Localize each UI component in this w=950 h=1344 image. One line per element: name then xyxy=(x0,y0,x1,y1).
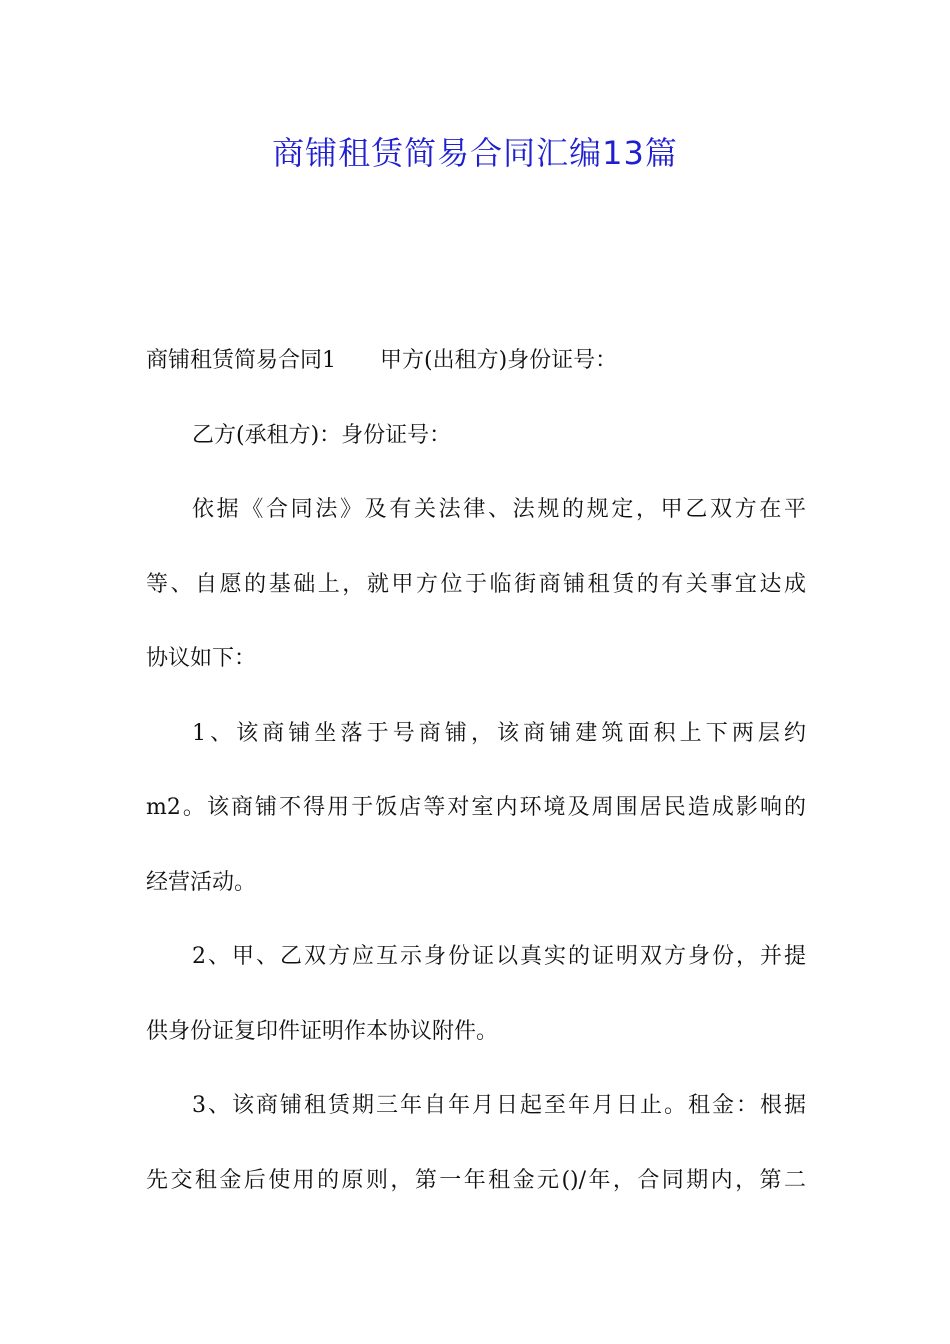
paragraph-line: 依据《合同法》及有关法律、法规的规定，甲乙双方在平 xyxy=(192,497,806,522)
document-body xyxy=(146,337,806,1231)
clause-3-line: 3、该商铺租赁期三年自年月日起至年月日止。租金：根据 xyxy=(192,1093,806,1118)
party-b-line: 乙方(承租方)：身份证号： xyxy=(192,422,452,448)
clause-2-line: 供身份证复印件证明作本协议附件。 xyxy=(146,1018,499,1044)
paragraph-line: 等、自愿的基础上，就甲方位于临街商铺租赁的有关事宜达成 xyxy=(146,571,806,597)
paragraph-line: 协议如下： xyxy=(146,646,257,671)
contract-number-label: 商铺租赁简易合同1 xyxy=(146,348,336,373)
contract-heading-line xyxy=(146,337,806,412)
clause-1-line: 经营活动。 xyxy=(146,869,257,895)
clause-2-line: 2、甲、乙双方应互示身份证以真实的证明双方身份，并提 xyxy=(192,944,806,969)
clause-1-line: 1、该商铺坐落于号商铺，该商铺建筑面积上下两层约 xyxy=(192,720,806,746)
document-title: 商铺租赁简易合同汇编13篇 xyxy=(272,134,678,172)
party-a-label: 甲方(出租方)身份证号： xyxy=(380,348,618,373)
clause-3-line: 先交租金后使用的原则，第一年租金元()/年，合同期内，第二 xyxy=(146,1167,806,1193)
clause-1-line: m2。该商铺不得用于饭店等对室内环境及周围居民造成影响的 xyxy=(146,795,806,820)
